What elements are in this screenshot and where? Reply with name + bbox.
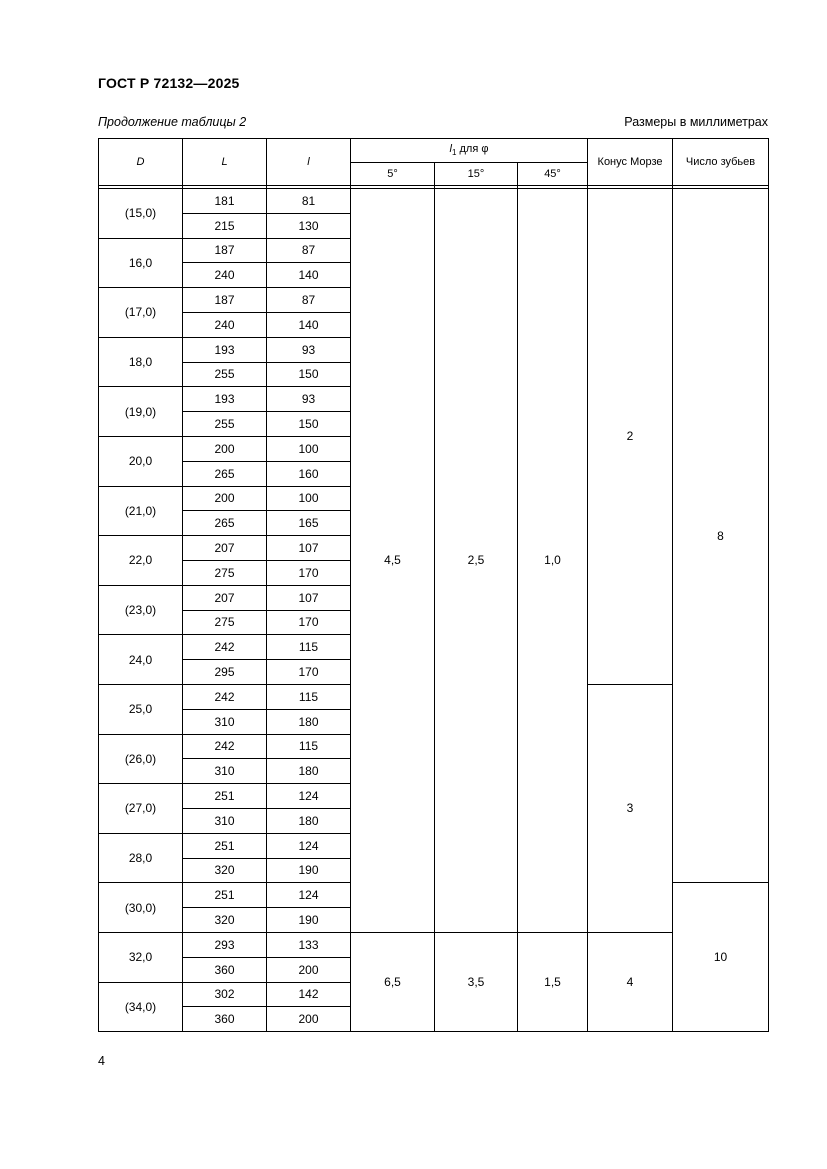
cell-l: 107 xyxy=(267,585,351,610)
cell-L: 207 xyxy=(183,536,267,561)
table-caption: Продолжение таблицы 2 xyxy=(98,115,247,129)
cell-L: 242 xyxy=(183,684,267,709)
cell-l: 124 xyxy=(267,883,351,908)
cell-L: 215 xyxy=(183,213,267,238)
cell-L: 193 xyxy=(183,337,267,362)
cell-D: (26,0) xyxy=(99,734,183,784)
cell-D: (17,0) xyxy=(99,288,183,338)
l1-suffix: для φ xyxy=(456,143,489,156)
cell-l: 160 xyxy=(267,461,351,486)
cell-l: 93 xyxy=(267,387,351,412)
merged-morse-3: 3 xyxy=(588,684,673,932)
cell-D: (23,0) xyxy=(99,585,183,635)
l1-symbol: l xyxy=(449,143,452,156)
table-row xyxy=(99,189,769,214)
col-header-morse: Конус Морзе xyxy=(588,139,673,186)
col-header-l: l xyxy=(267,139,351,186)
cell-D: 20,0 xyxy=(99,436,183,486)
dimensions-table xyxy=(98,138,769,1032)
cell-l: 180 xyxy=(267,808,351,833)
cell-l: 190 xyxy=(267,858,351,883)
table-body xyxy=(99,189,769,1032)
cell-L: 360 xyxy=(183,957,267,982)
cell-D: 32,0 xyxy=(99,932,183,982)
cell-l: 100 xyxy=(267,436,351,461)
cell-L: 275 xyxy=(183,610,267,635)
cell-l: 180 xyxy=(267,709,351,734)
cell-L: 255 xyxy=(183,362,267,387)
cell-L: 320 xyxy=(183,858,267,883)
cell-L: 302 xyxy=(183,982,267,1007)
cell-l: 190 xyxy=(267,908,351,933)
cell-D: (21,0) xyxy=(99,486,183,536)
cell-L: 310 xyxy=(183,759,267,784)
cell-l: 124 xyxy=(267,833,351,858)
cell-L: 251 xyxy=(183,833,267,858)
cell-l: 87 xyxy=(267,288,351,313)
cell-D: 16,0 xyxy=(99,238,183,288)
col-header-D: D xyxy=(99,139,183,186)
cell-l: 170 xyxy=(267,660,351,685)
merged-phi45-a: 1,0 xyxy=(518,189,588,933)
document-title: ГОСТ Р 72132—2025 xyxy=(98,75,240,91)
cell-L: 265 xyxy=(183,511,267,536)
cell-L: 240 xyxy=(183,312,267,337)
cell-L: 360 xyxy=(183,1007,267,1032)
cell-L: 320 xyxy=(183,908,267,933)
merged-morse-2: 2 xyxy=(588,189,673,685)
cell-l: 87 xyxy=(267,238,351,263)
cell-l: 200 xyxy=(267,957,351,982)
cell-L: 295 xyxy=(183,660,267,685)
merged-phi15-a: 2,5 xyxy=(435,189,518,933)
units-note: Размеры в миллиметрах xyxy=(624,115,768,129)
cell-l: 115 xyxy=(267,684,351,709)
cell-D: (34,0) xyxy=(99,982,183,1032)
cell-L: 310 xyxy=(183,709,267,734)
cell-L: 251 xyxy=(183,883,267,908)
cell-L: 275 xyxy=(183,560,267,585)
cell-L: 207 xyxy=(183,585,267,610)
cell-l: 170 xyxy=(267,560,351,585)
merged-morse-4: 4 xyxy=(588,932,673,1031)
col-header-l1-phi xyxy=(351,139,588,163)
cell-l: 150 xyxy=(267,362,351,387)
cell-D: 22,0 xyxy=(99,536,183,586)
cell-D: 24,0 xyxy=(99,635,183,685)
merged-phi15-b: 3,5 xyxy=(435,932,518,1031)
cell-L: 187 xyxy=(183,238,267,263)
merged-teeth-10: 10 xyxy=(673,883,769,1032)
cell-l: 93 xyxy=(267,337,351,362)
cell-L: 181 xyxy=(183,189,267,214)
col-header-phi-15: 15° xyxy=(435,163,518,186)
cell-D: 28,0 xyxy=(99,833,183,883)
merged-phi5-b: 6,5 xyxy=(351,932,435,1031)
cell-L: 242 xyxy=(183,635,267,660)
cell-l: 115 xyxy=(267,734,351,759)
col-header-phi-5: 5° xyxy=(351,163,435,186)
cell-l: 140 xyxy=(267,312,351,337)
cell-l: 100 xyxy=(267,486,351,511)
cell-L: 242 xyxy=(183,734,267,759)
cell-L: 255 xyxy=(183,412,267,437)
cell-l: 165 xyxy=(267,511,351,536)
cell-D: (27,0) xyxy=(99,784,183,834)
cell-D: (30,0) xyxy=(99,883,183,933)
cell-l: 115 xyxy=(267,635,351,660)
cell-L: 240 xyxy=(183,263,267,288)
cell-L: 187 xyxy=(183,288,267,313)
cell-L: 293 xyxy=(183,932,267,957)
cell-l: 200 xyxy=(267,1007,351,1032)
cell-l: 170 xyxy=(267,610,351,635)
cell-l: 140 xyxy=(267,263,351,288)
merged-phi45-b: 1,5 xyxy=(518,932,588,1031)
cell-l: 150 xyxy=(267,412,351,437)
col-header-L: L xyxy=(183,139,267,186)
cell-D: (19,0) xyxy=(99,387,183,437)
cell-L: 251 xyxy=(183,784,267,809)
cell-l: 142 xyxy=(267,982,351,1007)
page-number: 4 xyxy=(98,1054,105,1068)
cell-l: 81 xyxy=(267,189,351,214)
cell-D: 18,0 xyxy=(99,337,183,387)
cell-L: 200 xyxy=(183,486,267,511)
table-row xyxy=(99,932,769,957)
cell-L: 310 xyxy=(183,808,267,833)
cell-L: 200 xyxy=(183,436,267,461)
cell-D: 25,0 xyxy=(99,684,183,734)
merged-teeth-8: 8 xyxy=(673,189,769,883)
cell-D: (15,0) xyxy=(99,189,183,239)
merged-phi5-a: 4,5 xyxy=(351,189,435,933)
col-header-teeth: Число зубьев xyxy=(673,139,769,186)
cell-l: 124 xyxy=(267,784,351,809)
col-header-phi-45: 45° xyxy=(518,163,588,186)
l1-subscript: 1 xyxy=(451,148,457,158)
cell-L: 265 xyxy=(183,461,267,486)
cell-l: 180 xyxy=(267,759,351,784)
cell-l: 130 xyxy=(267,213,351,238)
cell-l: 107 xyxy=(267,536,351,561)
cell-L: 193 xyxy=(183,387,267,412)
cell-l: 133 xyxy=(267,932,351,957)
